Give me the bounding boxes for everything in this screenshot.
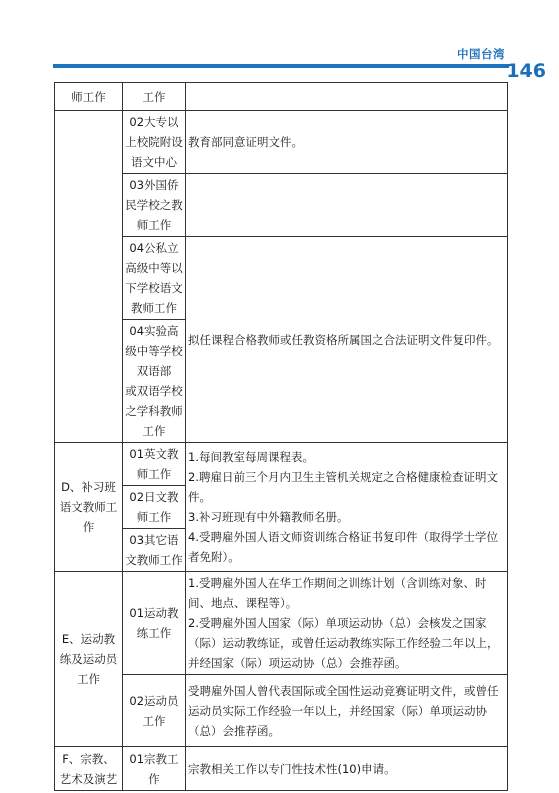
requirement-cell: 宗教相关工作以专门性技术性(10)申请。	[186, 747, 508, 791]
category-cell: 师工作	[55, 83, 123, 111]
subcategory-cell: 01英文教 师工作	[123, 443, 186, 486]
requirement-item: 1.受聘雇外国人在华工作期间之训练计划（含训练对象、时间、地点、课程等）。	[188, 576, 487, 610]
section-title: 中国台湾	[457, 47, 505, 61]
subcategory-cell: 03其它语 文教师工作	[123, 529, 186, 572]
subcategory-cell: 01运动教 练工作	[123, 572, 186, 675]
requirement-cell	[186, 174, 508, 237]
category-cell	[55, 111, 123, 443]
subcategory-cell: 工作	[123, 83, 186, 111]
category-cell: E、运动教 练及运动员 工作	[55, 572, 123, 747]
requirement-cell: 受聘雇外国人曾代表国际或全国性运动竞赛证明文件，或曾任运动员实际工作经验一年以上，并经国家（际）单项运动协（总）会推荐函。	[186, 675, 508, 747]
category-cell: D、补习班 语文教师工 作	[55, 443, 123, 572]
subcategory-cell: 02日文教 师工作	[123, 486, 186, 529]
requirement-item: 2.聘雇日前三个月内卫生主管机关规定之合格健康检查证明文件。	[188, 470, 498, 504]
table-row	[55, 174, 508, 237]
subcategory-cell: 04公私立 高级中等以 下学校语文 教师工作	[123, 237, 186, 320]
category-cell: F、宗教、 艺术及演艺	[55, 747, 123, 791]
table-row	[55, 443, 508, 486]
requirement-item: 2.受聘雇外国人国家（际）单项运动协（总）会核发之国家（际）运动教练证，或曾任运动教练实际工作经验二年以上，并经国家（际）项运动协（总）会推荐函。	[188, 616, 499, 670]
requirement-cell: 教育部同意证明文件。	[186, 111, 508, 174]
header-rule	[53, 64, 509, 68]
table-row	[55, 747, 508, 791]
requirement-item: 3.补习班现有中外籍教师名册。	[188, 510, 349, 524]
subcategory-cell: 01宗教工 作	[123, 747, 186, 791]
table-row	[55, 237, 508, 320]
subcategory-cell: 02运动员 工作	[123, 675, 186, 747]
table-row	[55, 111, 508, 174]
requirements-table	[54, 82, 508, 791]
table-row	[55, 572, 508, 675]
requirement-cell	[186, 572, 508, 675]
requirement-item: 1.每间教室每周课程表。	[188, 450, 314, 464]
subcategory-cell: 03外国侨 民学校之教 师工作	[123, 174, 186, 237]
subcategory-cell: 02大专以 上校院附设 语文中心	[123, 111, 186, 174]
subcategory-cell: 04实验高 级中等学校 双语部 或双语学校 之学科教师 工作	[123, 320, 186, 443]
requirement-item: 4.受聘雇外国人语文师资训练合格证书复印件（取得学士学位者免附）。	[188, 530, 498, 564]
table-row	[55, 675, 508, 747]
page-number: 146	[506, 60, 546, 82]
table-row	[55, 83, 508, 111]
requirement-cell: 拟任课程合格教师或任教资格所属国之合法证明文件复印件。	[186, 237, 508, 443]
requirement-cell	[186, 83, 508, 111]
requirement-cell	[186, 443, 508, 572]
